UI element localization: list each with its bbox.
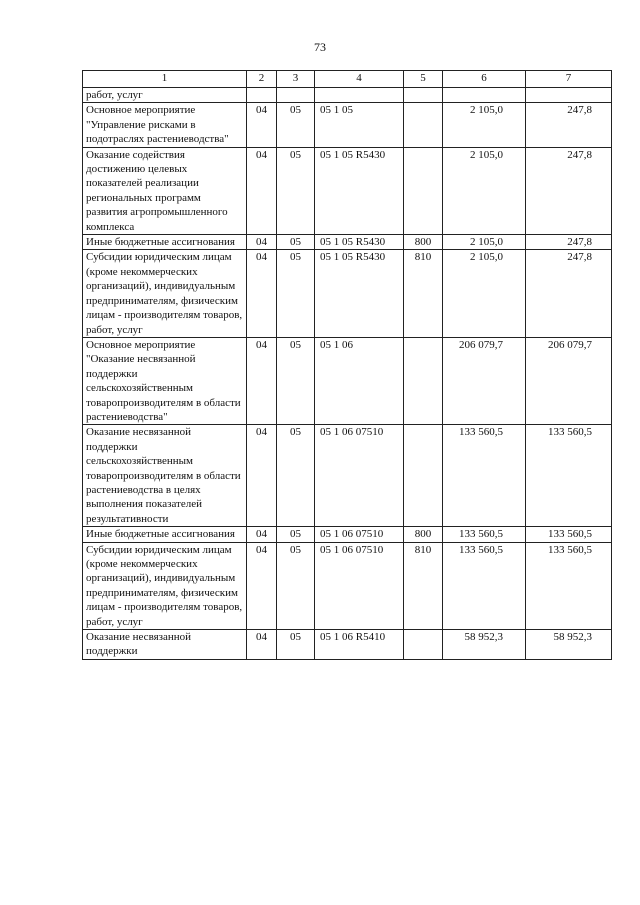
table-row [83, 425, 612, 527]
section-code: 04 [247, 425, 277, 527]
expense-type-code [404, 103, 443, 147]
row-name: Иные бюджетные ассигнования [83, 527, 247, 542]
row-name: Субсидии юридическим лицам (кроме некоммерческих организаций), индивидуальным предпринимателям, физическим лицам - производителям товаров, работ, услуг [83, 542, 247, 629]
amount-col7: 247,8 [526, 147, 612, 234]
amount-col7: 206 079,7 [526, 337, 612, 424]
target-article-code: 05 1 06 07510 [315, 425, 404, 527]
section-code: 04 [247, 235, 277, 250]
page-number: 73 [314, 40, 326, 54]
amount-col7: 58 952,3 [526, 630, 612, 660]
section-code: 04 [247, 542, 277, 629]
amount-col6 [443, 88, 526, 103]
target-article-code [315, 88, 404, 103]
subsection-code [277, 88, 315, 103]
table-row [83, 88, 612, 103]
table-row [83, 527, 612, 542]
target-article-code: 05 1 05 R5430 [315, 147, 404, 234]
target-article-code: 05 1 06 07510 [315, 527, 404, 542]
table-row [83, 147, 612, 234]
row-name: работ, услуг [83, 88, 247, 103]
target-article-code: 05 1 06 07510 [315, 542, 404, 629]
expense-type-code [404, 147, 443, 234]
target-article-code: 05 1 05 R5430 [315, 250, 404, 337]
section-code: 04 [247, 527, 277, 542]
column-header: 7 [526, 71, 612, 88]
amount-col6: 206 079,7 [443, 337, 526, 424]
section-code: 04 [247, 337, 277, 424]
subsection-code: 05 [277, 425, 315, 527]
target-article-code: 05 1 05 R5430 [315, 235, 404, 250]
subsection-code: 05 [277, 103, 315, 147]
column-header: 5 [404, 71, 443, 88]
row-name: Оказание несвязанной поддержки сельскохозяйственным товаропроизводителям в области растениеводства в целях выполнения показателей результативности [83, 425, 247, 527]
subsection-code: 05 [277, 630, 315, 660]
target-article-code: 05 1 06 R5410 [315, 630, 404, 660]
subsection-code: 05 [277, 235, 315, 250]
expense-type-code [404, 425, 443, 527]
amount-col6: 2 105,0 [443, 250, 526, 337]
subsection-code: 05 [277, 542, 315, 629]
column-header: 1 [83, 71, 247, 88]
subsection-code: 05 [277, 527, 315, 542]
amount-col6: 133 560,5 [443, 425, 526, 527]
section-code: 04 [247, 250, 277, 337]
expense-type-code: 810 [404, 250, 443, 337]
column-header: 2 [247, 71, 277, 88]
expense-type-code [404, 337, 443, 424]
table-row [83, 337, 612, 424]
amount-col7: 247,8 [526, 235, 612, 250]
column-header: 3 [277, 71, 315, 88]
section-code [247, 88, 277, 103]
table-row [83, 630, 612, 660]
table-header-row [83, 71, 612, 88]
section-code: 04 [247, 147, 277, 234]
amount-col6: 2 105,0 [443, 147, 526, 234]
expense-type-code: 800 [404, 235, 443, 250]
table-row [83, 103, 612, 147]
row-name: Основное мероприятие "Управление рисками в подотраслях растениеводства" [83, 103, 247, 147]
amount-col7 [526, 88, 612, 103]
row-name: Основное мероприятие "Оказание несвязанной поддержки сельскохозяйственным товаропроизводителям в области растениеводства" [83, 337, 247, 424]
subsection-code: 05 [277, 147, 315, 234]
target-article-code: 05 1 05 [315, 103, 404, 147]
amount-col7: 247,8 [526, 250, 612, 337]
amount-col7: 133 560,5 [526, 542, 612, 629]
section-code: 04 [247, 630, 277, 660]
subsection-code: 05 [277, 250, 315, 337]
amount-col6: 2 105,0 [443, 235, 526, 250]
amount-col6: 133 560,5 [443, 542, 526, 629]
amount-col7: 133 560,5 [526, 527, 612, 542]
subsection-code: 05 [277, 337, 315, 424]
amount-col7: 133 560,5 [526, 425, 612, 527]
target-article-code: 05 1 06 [315, 337, 404, 424]
row-name: Иные бюджетные ассигнования [83, 235, 247, 250]
column-header: 6 [443, 71, 526, 88]
budget-table [82, 70, 612, 660]
row-name: Оказание несвязанной поддержки [83, 630, 247, 660]
expense-type-code [404, 630, 443, 660]
expense-type-code [404, 88, 443, 103]
amount-col6: 58 952,3 [443, 630, 526, 660]
section-code: 04 [247, 103, 277, 147]
amount-col6: 2 105,0 [443, 103, 526, 147]
column-header: 4 [315, 71, 404, 88]
table-row [83, 250, 612, 337]
row-name: Субсидии юридическим лицам (кроме некоммерческих организаций), индивидуальным предпринимателям, физическим лицам - производителям товаров, работ, услуг [83, 250, 247, 337]
amount-col7: 247,8 [526, 103, 612, 147]
expense-type-code: 800 [404, 527, 443, 542]
expense-type-code: 810 [404, 542, 443, 629]
amount-col6: 133 560,5 [443, 527, 526, 542]
table-row [83, 542, 612, 629]
table-row [83, 235, 612, 250]
row-name: Оказание содействия достижению целевых показателей реализации региональных программ развития агропромышленного комплекса [83, 147, 247, 234]
